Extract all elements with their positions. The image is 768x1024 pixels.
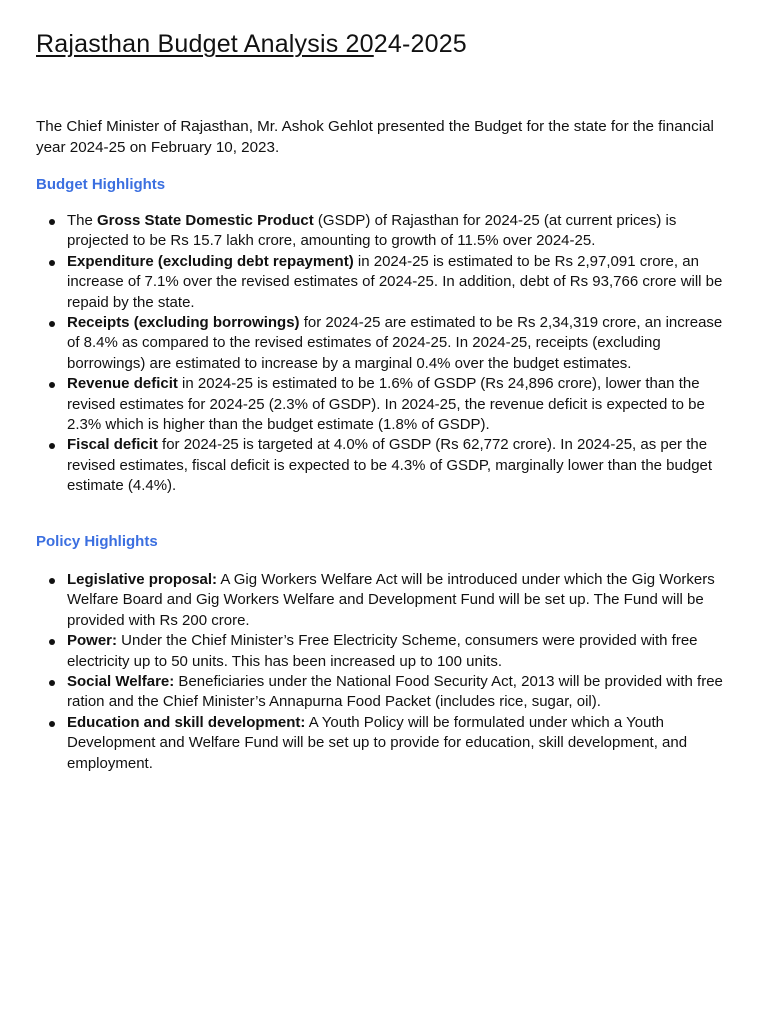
bullet-icon bbox=[49, 721, 55, 727]
list-item-text: for 2024-25 are estimated to be Rs 2,34,319 crore, an increase of 8.4% as compared to the revised estimates of 2024-25. In 2024-25, receipts (excluding borrowings) are estimated to increase by a marginal 0.4% over the budget estimates. bbox=[67, 314, 723, 372]
list-item bbox=[36, 435, 730, 496]
list-item bbox=[36, 252, 730, 313]
list-item-text: A Gig Workers Welfare Act will be introduced under which the Gig Workers Welfare Board and Gig Workers Welfare and Development Fund will be set up. The Fund will be provided with Rs 200 crore. bbox=[67, 571, 715, 629]
list-item-text: (GSDP) of Rajasthan for 2024-25 (at current prices) is projected to be Rs 15.7 lakh crore, amounting to growth of 11.5% over 2024-25. bbox=[67, 212, 677, 250]
list-item bbox=[36, 374, 730, 435]
budget-highlights-heading: Budget Highlights bbox=[36, 176, 166, 193]
bullet-icon bbox=[49, 321, 55, 327]
page-title bbox=[36, 30, 467, 59]
list-item bbox=[36, 672, 730, 713]
list-item-text: Under the Chief Minister’s Free Electricity Scheme, consumers were provided with free electricity up to 50 units. This has been increased up to 100 units. bbox=[67, 632, 698, 670]
bullet-icon bbox=[49, 443, 55, 449]
list-item-text: in 2024-25 is estimated to be 1.6% of GSDP (Rs 24,896 crore), lower than the revised estimates for 2024-25 (2.3% of GSDP). In 2024-25, the revenue deficit is expected to be 2.3% which is higher than the budget estimate (1.8% of GSDP). bbox=[67, 375, 705, 434]
intro-paragraph: The Chief Minister of Rajasthan, Mr. Ashok Gehlot presented the Budget for the state for the financial year 2024-25 on February 10, 2023. bbox=[36, 118, 714, 156]
budget-highlights-list bbox=[36, 211, 730, 497]
page-title-rest: 24-2025 bbox=[373, 30, 467, 58]
list-item-bold: Expenditure (excluding debt repayment) bbox=[67, 252, 354, 270]
list-item-bold: Fiscal deficit bbox=[67, 436, 158, 454]
list-item-bold: Legislative proposal: bbox=[67, 571, 218, 588]
list-item-text: for 2024-25 is targeted at 4.0% of GSDP (Rs 62,772 crore). In 2024-25, as per the revised estimates, fiscal deficit is expected to be 4.3% of GSDP, marginally lower than the budget estimate (4.4%). bbox=[67, 436, 713, 495]
list-item-bold: Revenue deficit bbox=[67, 375, 178, 393]
bullet-icon bbox=[49, 260, 55, 266]
bullet-icon bbox=[49, 219, 55, 225]
list-item bbox=[36, 631, 730, 672]
bullet-icon bbox=[49, 680, 55, 686]
list-item bbox=[36, 570, 730, 631]
list-item-bold: Social Welfare: bbox=[67, 673, 175, 691]
list-item-text: in 2024-25 is estimated to be Rs 2,97,091 crore, an increase of 7.1% over the revised estimates of 2024-25. In addition, debt of Rs 93,766 crore will be repaid by the state. bbox=[67, 252, 723, 311]
list-item-bold: Gross State Domestic Product bbox=[97, 212, 314, 229]
list-item-text: A Youth Policy will be formulated under which a Youth Development and Welfare Fund will be set up to provide for education, skill development, and employment. bbox=[67, 713, 688, 772]
bullet-icon bbox=[49, 639, 55, 645]
policy-highlights-heading: Policy Highlights bbox=[36, 533, 158, 550]
list-item-bold: Receipts (excluding borrowings) bbox=[67, 314, 300, 332]
bullet-icon bbox=[49, 578, 55, 584]
list-item bbox=[36, 313, 730, 374]
policy-highlights-list bbox=[36, 570, 730, 774]
list-item-prefix: The bbox=[67, 212, 98, 229]
list-item-bold: Power: bbox=[67, 632, 118, 650]
page-title-underlined: Rajasthan Budget Analysis 20 bbox=[36, 30, 374, 58]
bullet-icon bbox=[49, 382, 55, 388]
list-item-text: Beneficiaries under the National Food Security Act, 2013 will be provided with free ration and the Chief Minister’s Annapurna Food Packet (includes rice, sugar, oil). bbox=[67, 673, 723, 711]
list-item bbox=[36, 713, 730, 774]
list-item bbox=[36, 211, 730, 252]
list-item-bold: Education and skill development: bbox=[67, 713, 306, 731]
